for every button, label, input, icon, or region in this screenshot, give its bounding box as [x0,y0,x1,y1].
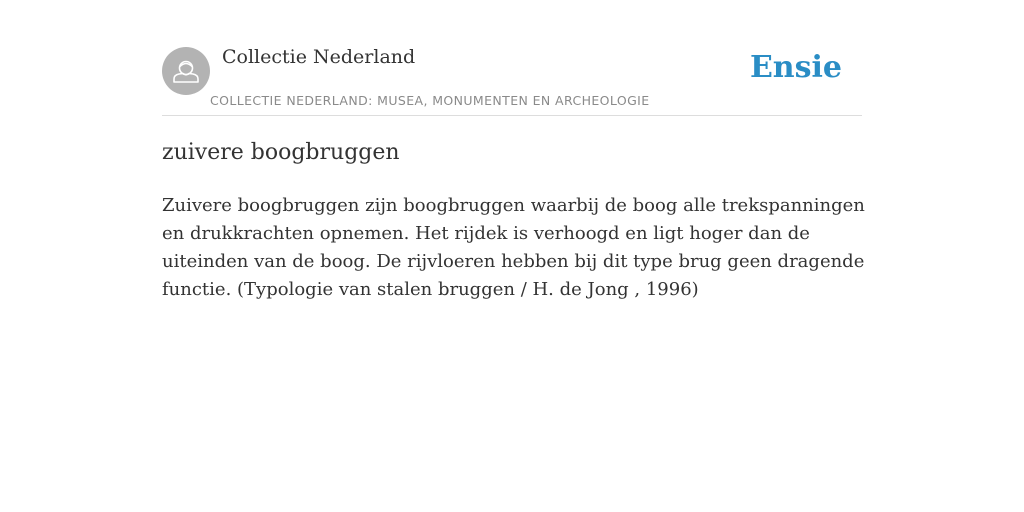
brand-logo[interactable]: Ensie [749,50,842,85]
user-icon [162,47,210,95]
entry-title: zuivere boogbruggen [162,140,400,165]
author-name[interactable]: Collectie Nederland [222,46,416,68]
source-subtitle[interactable]: COLLECTIE NEDERLAND: MUSEA, MONUMENTEN EN ARCHEOLOGIE [210,93,650,108]
header [162,40,862,116]
entry-definition: Zuivere boogbruggen zijn boogbruggen waarbij de boog alle trekspanningen en drukkrachten opnemen. Het rijdek is verhoogd en ligt hoger dan de uiteinden van de boog. De rijvloeren hebben bij dit type brug geen dragende functie. (Typologie van stalen bruggen / H. de Jong , 1996) [162,195,865,300]
avatar[interactable] [162,47,210,95]
